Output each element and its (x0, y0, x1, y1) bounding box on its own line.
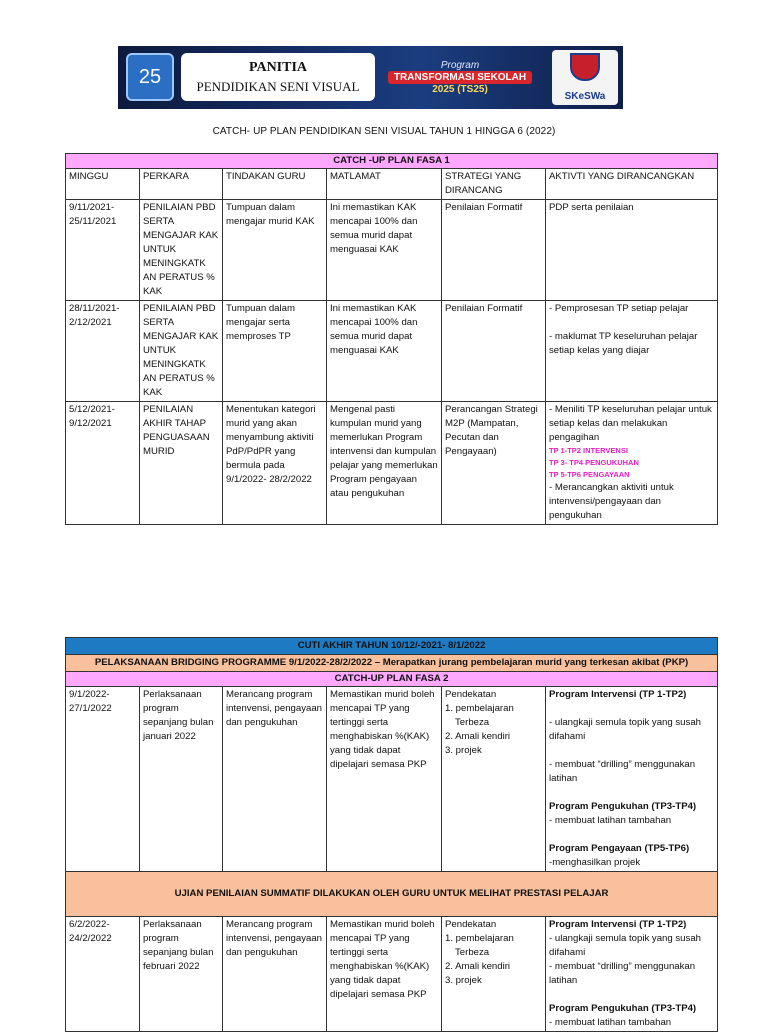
table-row (66, 200, 718, 301)
pendekatan-item: 1. pembelajaran (445, 703, 514, 714)
aktiviti-line: - membuat “drilling” menggunakan latihan (549, 961, 696, 986)
cell-tindakan: Tumpuan dalam mengajar murid KAK (223, 200, 327, 301)
aktiviti-line: - Merancangkan aktiviti untuk intenvensi/pengayaan dan pengukuhan (549, 482, 674, 521)
col-header: MATLAMAT (327, 169, 442, 200)
col-header: TINDAKAN GURU (223, 169, 327, 200)
pendekatan-item: 2. Amali kendiri (445, 961, 511, 972)
cell-pendekatan (442, 917, 546, 1032)
aktiviti-line: - Meniliti TP keseluruhan pelajar untuk setiap kelas dan melakukan pengagihan (549, 404, 712, 443)
pendekatan-item: Terbeza (455, 717, 490, 728)
program-pengayaan-heading: Program Pengayaan (TP5-TP6) (549, 843, 690, 854)
ujian-summatif-bar: UJIAN PENILAIAN SUMMATIF DILAKUKAN OLEH GURU UNTUK MELIHAT PRESTASI PELAJAR (66, 872, 718, 917)
pendekatan-item: 3. projek (445, 745, 482, 756)
cell-perkara: PENILAIAN AKHIR TAHAP PENGUASAAN MURID (140, 402, 223, 525)
ts25-logo: 25 (126, 53, 174, 101)
pendekatan-label: Pendekatan (445, 689, 497, 700)
cell-aktiviti (546, 301, 718, 402)
cell-aktiviti (546, 917, 718, 1032)
cell-strategi: Perancangan Strategi M2P (Mampatan, Pecutan dan Pengayaan) (442, 402, 546, 525)
header-banner (118, 46, 623, 109)
program-pengukuhan-heading: Program Pengukuhan (TP3-TP4) (549, 1003, 697, 1014)
tp-intervensi-label: TP 1-TP2 INTERVENSI (549, 446, 628, 455)
program-main-label: TRANSFORMASI SEKOLAH (388, 71, 532, 84)
cell-matlamat: Memastikan murid boleh mencapai TP yang tertinggi serta menghabiskan %(KAK) yang tidak dapat dipelajari semasa PKP (327, 917, 442, 1032)
cell-perkara: PENILAIAN PBD SERTA MENGAJAR KAK UNTUK MENINGKATK AN PERATUS % KAK (140, 200, 223, 301)
cell-matlamat: Memastikan murid boleh mencapai TP yang tertinggi serta menghabiskan %(KAK) yang tidak dapat dipelajari semasa PKP (327, 687, 442, 872)
catch-up-plan-fasa1-table (65, 153, 718, 525)
cell-matlamat: Mengenal pasti kumpulan murid yang memerlukan Program intenvensi dan kumpulan pelajar yang memerlukan Program pengayaan atau pengukuhan (327, 402, 442, 525)
pendekatan-item: 2. Amali kendiri (445, 731, 511, 742)
cell-aktiviti (546, 687, 718, 872)
cell-minggu: 28/11/2021- 2/12/2021 (66, 301, 140, 402)
cell-perkara: PENILAIAN PBD SERTA MENGAJAR KAK UNTUK MENINGKATK AN PERATUS % KAK (140, 301, 223, 402)
cell-aktiviti (546, 402, 718, 525)
school-crest-logo (552, 50, 618, 105)
cell-minggu: 5/12/2021- 9/12/2021 (66, 402, 140, 525)
cell-pendekatan (442, 687, 546, 872)
aktiviti-line: - membuat latihan tambahan (549, 815, 672, 826)
panel-title-line1: PANITIA (248, 60, 308, 75)
crest-icon (570, 53, 600, 81)
cell-strategi: Penilaian Formatif (442, 200, 546, 301)
pendekatan-item: Terbeza (455, 947, 490, 958)
program-small-label: Program (440, 60, 480, 71)
col-header: AKTIVTI YANG DIRANCANGKAN (546, 169, 718, 200)
panel-title-box (181, 53, 375, 101)
cell-strategi: Penilaian Formatif (442, 301, 546, 402)
table-row (66, 301, 718, 402)
cell-perkara: Perlaksanaan program sepanjang bulan februari 2022 (140, 917, 223, 1032)
pendekatan-label: Pendekatan (445, 919, 497, 930)
catch-up-plan-fasa2-table (65, 637, 718, 1032)
panel-title-line2: PENDIDIKAN SENI VISUAL (196, 79, 360, 94)
aktiviti-line: - Pemprosesan TP setiap pelajar (549, 303, 689, 314)
aktiviti-line: -menghasilkan projek (549, 857, 641, 868)
cell-perkara: Perlaksanaan program sepanjang bulan januari 2022 (140, 687, 223, 872)
aktiviti-line: - ulangkaji semula topik yang susah difahami (549, 717, 701, 742)
document-title: CATCH- UP PLAN PENDIDIKAN SENI VISUAL TAHUN 1 HINGGA 6 (2022) (212, 126, 556, 137)
cell-matlamat: Ini memastikan KAK mencapai 100% dan semua murid dapat menguasai KAK (327, 200, 442, 301)
col-header: PERKARA (140, 169, 223, 200)
table-row (66, 687, 718, 872)
program-year-label: 2025 (TS25) (432, 84, 488, 95)
cell-tindakan: Merancang program intenvensi, pengayaan dan pengukuhan (223, 687, 327, 872)
cell-tindakan: Merancang program intenvensi, pengayaan dan pengukuhan (223, 917, 327, 1032)
fasa2-title: CATCH-UP PLAN FASA 2 (66, 672, 718, 687)
aktiviti-line: - ulangkaji semula topik yang susah difahami (549, 933, 701, 958)
aktiviti-line: - maklumat TP keseluruhan pelajar setiap kelas yang diajar (549, 331, 698, 356)
cell-matlamat: Ini memastikan KAK mencapai 100% dan semua murid dapat menguasai KAK (327, 301, 442, 402)
table-row (66, 917, 718, 1032)
table-row (66, 402, 718, 525)
col-header: STRATEGI YANG DIRANCANG (442, 169, 546, 200)
fasa1-title: CATCH -UP PLAN FASA 1 (66, 154, 718, 169)
cell-aktiviti: PDP serta penilaian (546, 200, 718, 301)
tp-pengayaan-label: TP 5-TP6 PENGAYAAN (549, 470, 630, 479)
cell-tindakan: Menentukan kategori murid yang akan menyambung aktiviti PdP/PdPR yang bermula pada 9/1/2022- 28/2/2022 (223, 402, 327, 525)
pendekatan-item: 1. pembelajaran (445, 933, 514, 944)
program-pengukuhan-heading: Program Pengukuhan (TP3-TP4) (549, 801, 697, 812)
table-header-row (66, 169, 718, 200)
program-label (376, 52, 544, 103)
bridging-programme-bar: PELAKSANAAN BRIDGING PROGRAMME 9/1/2022-28/2/2022 – Merapatkan jurang pembelajaran murid yang terkesan akibat (PKP) (66, 655, 718, 672)
cell-minggu: 9/1/2022- 27/1/2022 (66, 687, 140, 872)
program-intervensi-heading: Program Intervensi (TP 1-TP2) (549, 689, 687, 700)
program-intervensi-heading: Program Intervensi (TP 1-TP2) (549, 919, 687, 930)
pendekatan-item: 3. projek (445, 975, 482, 986)
cell-minggu: 6/2/2022- 24/2/2022 (66, 917, 140, 1032)
cell-tindakan: Tumpuan dalam mengajar serta memproses TP (223, 301, 327, 402)
cell-minggu: 9/11/2021- 25/11/2021 (66, 200, 140, 301)
cuti-akhir-tahun-bar: CUTI AKHIR TAHUN 10/12/-2021- 8/1/2022 (66, 638, 718, 655)
aktiviti-line: - membuat latihan tambahan (549, 1017, 672, 1028)
skeswa-label: SKeSWa (564, 91, 606, 102)
aktiviti-line: - membuat “drilling” menggunakan latihan (549, 759, 696, 784)
tp-pengukuhan-label: TP 3- TP4 PENGUKUHAN (549, 458, 639, 467)
col-header: MINGGU (66, 169, 140, 200)
